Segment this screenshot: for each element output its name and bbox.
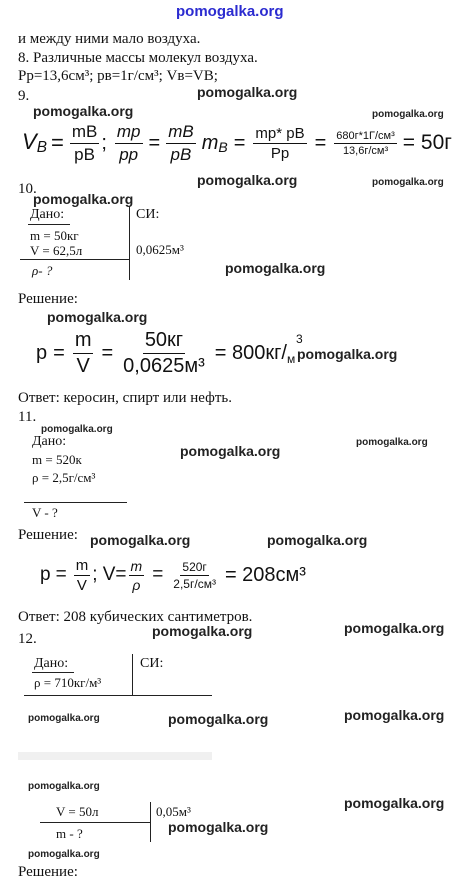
watermark: pomogalka.org	[33, 191, 134, 207]
f9-b-den: pp	[119, 144, 139, 164]
t10-hline	[20, 259, 130, 260]
watermark: pomogalka.org	[372, 109, 444, 120]
t10-given: Дано:	[30, 207, 65, 222]
f10-b-den: 0,0625м³	[123, 354, 205, 377]
watermark: pomogalka.org	[197, 84, 298, 100]
f11-c-num: 520г	[182, 559, 207, 574]
f10-a-den: V	[76, 354, 90, 377]
problem-number-11: 11.	[18, 409, 37, 425]
f9-c-den: pB	[170, 144, 192, 164]
watermark: pomogalka.org	[197, 172, 298, 188]
t12-hline	[24, 695, 212, 696]
solution-label-10: Решение:	[18, 291, 78, 307]
f10-lhs: p	[36, 341, 48, 364]
watermark: pomogalka.org	[28, 713, 100, 724]
f11-a-den: V	[76, 576, 87, 594]
t10-divider	[129, 206, 130, 280]
f10-result: = 800кг/	[214, 341, 287, 364]
watermark: pomogalka.org	[28, 849, 100, 860]
f11-b-den: ρ	[132, 576, 141, 593]
f9-m-sub: B	[218, 138, 228, 155]
f11-c-den: 2,5г/см³	[173, 576, 216, 591]
answer-10: Ответ: керосин, спирт или нефть.	[18, 390, 233, 406]
f11-lhs: p	[40, 564, 51, 585]
f9-c-num: mB	[166, 122, 196, 144]
f9-b-num: mp	[115, 122, 143, 144]
faded-strip	[18, 752, 212, 760]
problem-number-12: 12.	[18, 631, 37, 647]
t12-given: Дано:	[34, 656, 69, 671]
f9-d-num: mp* pB	[255, 124, 305, 142]
problem-number-10: 10.	[18, 181, 37, 197]
watermark: pomogalka.org	[180, 443, 281, 459]
text-line-2: 8. Различные массы молекул воздуха.	[18, 50, 258, 66]
watermark-top: pomogalka.org	[176, 3, 284, 20]
watermark: pomogalka.org	[344, 795, 445, 811]
problem-number-9: 9.	[18, 88, 30, 104]
t11-hline	[24, 502, 127, 503]
f10-unit-tail: м	[286, 352, 296, 366]
formula-9: VB = $\frac{mB}{pB}$ ; $\frac{mp}{pp}$ = $\frac{mB}{pB}$ $m_B$ = $\frac{mp* pB}{Pp}$ = $\frac{\text{680г*1Г/см³}}{\text{13,6г/см³}}$ = 50г	[22, 121, 452, 164]
f11-result: = 208см³	[224, 563, 306, 586]
f10-b-num: 50кг	[143, 329, 185, 354]
t11-v: V - ?	[32, 505, 58, 520]
f9-e-num: 680г*1Г/см³	[336, 129, 395, 142]
t12-si: СИ:	[140, 656, 164, 671]
t12-hline-2	[40, 822, 150, 823]
f9-d-den: Pp	[270, 144, 290, 162]
watermark: pomogalka.org	[41, 424, 113, 435]
formula-11: p = $\frac{m}{V}$ ; V= $\frac{m}{\rho}$ = $\frac{520г}{\text{2,5г/см³}}$ = 208см³	[40, 556, 306, 594]
text-line-3: Pр=13,6см³; pв=1г/см³; Vв=VВ;	[18, 68, 218, 84]
t11-rho: ρ = 2,5г/см³	[32, 470, 96, 485]
f9-a-den: pB	[74, 144, 95, 164]
watermark: pomogalka.org	[344, 620, 445, 636]
solution-label-11: Решение:	[18, 527, 78, 543]
t12-m: m - ?	[56, 826, 83, 841]
f9-result: = 50г	[402, 131, 452, 154]
f10-unit-sup: 3	[296, 332, 303, 346]
watermark: pomogalka.org	[90, 532, 191, 548]
f11-mid: ; V=	[92, 564, 127, 585]
watermark: pomogalka.org	[356, 437, 428, 448]
watermark: pomogalka.org	[33, 103, 134, 119]
t12-si-v: 0,05м³	[156, 804, 191, 819]
watermark: pomogalka.org	[168, 819, 269, 835]
t12-divider	[132, 654, 133, 696]
watermark: pomogalka.org	[297, 346, 398, 362]
t10-m: m = 50кг	[30, 228, 79, 243]
t12-v: V = 50л	[56, 804, 99, 819]
t12-rho: ρ = 710кг/м³	[34, 675, 102, 690]
t10-si: СИ:	[136, 207, 160, 222]
t10-rho: ρ- ?	[32, 263, 53, 278]
t10-v: V = 62,5л	[30, 243, 83, 258]
f11-b-num: m	[130, 557, 143, 574]
f9-lhs-sub: B	[36, 139, 47, 156]
watermark: pomogalka.org	[47, 309, 148, 325]
watermark: pomogalka.org	[28, 781, 100, 792]
t12-divider-2	[150, 802, 151, 842]
f9-m: m	[201, 131, 219, 154]
t10-si-v: 0,0625м³	[136, 242, 184, 257]
watermark: pomogalka.org	[344, 707, 445, 723]
f9-a-num: mB	[70, 122, 100, 144]
f9-lhs: V	[22, 129, 37, 154]
watermark: pomogalka.org	[267, 532, 368, 548]
answer-11: Ответ: 208 кубических сантиметров.	[18, 609, 253, 625]
t10-underline	[28, 224, 70, 225]
watermark: pomogalka.org	[372, 177, 444, 188]
solution-label-12: Решение:	[18, 864, 78, 880]
t11-m: m = 520к	[32, 452, 82, 467]
text-line-1: и между ними мало воздуха.	[18, 31, 201, 47]
f10-a-num: m	[73, 329, 94, 354]
f11-a-num: m	[75, 556, 89, 574]
t11-given: Дано:	[32, 434, 67, 449]
f9-e-den: 13,6г/см³	[342, 144, 389, 157]
t12-underline	[32, 672, 74, 673]
watermark: pomogalka.org	[168, 711, 269, 727]
formula-10: p = $\frac{m}{V}$ = $\frac{50кг}{\text{0,0625м³}}$ = 800кг/ м	[36, 328, 296, 377]
watermark: pomogalka.org	[225, 260, 326, 276]
watermark: pomogalka.org	[152, 623, 253, 639]
